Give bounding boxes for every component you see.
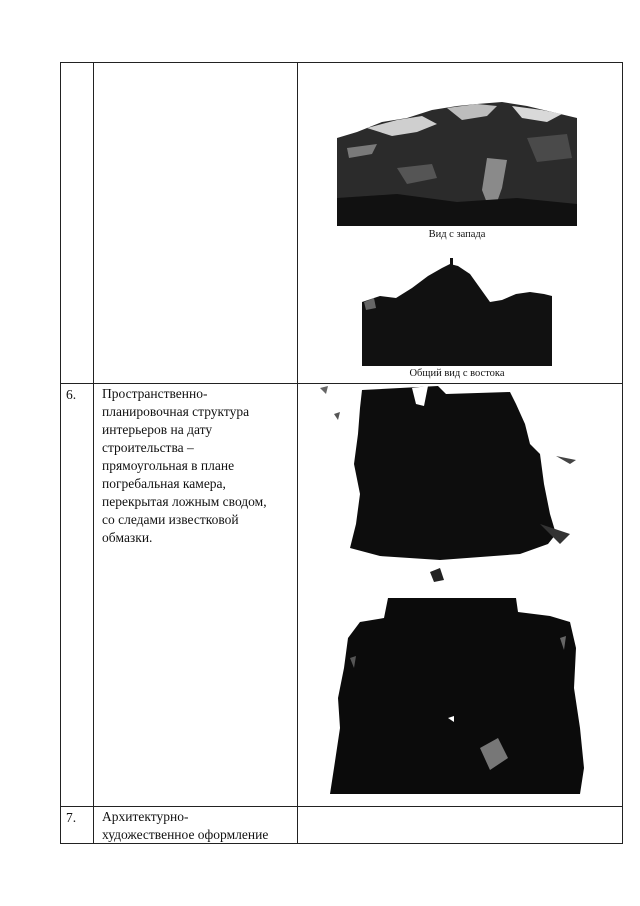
row-divider <box>60 806 623 807</box>
table-top-border <box>60 62 623 63</box>
table-left-border <box>60 62 61 844</box>
row-number: 6. <box>66 387 77 402</box>
photo-caption: Общий вид с востока <box>409 368 505 379</box>
photo-view-from-west <box>337 98 577 226</box>
photo-general-view-from-east <box>362 258 552 366</box>
row-number: 7. <box>66 810 77 825</box>
description-line: интерьеров на дату <box>102 422 213 437</box>
row-description <box>102 808 297 844</box>
description-line: художественное оформление <box>102 827 269 842</box>
description-line: строительства – <box>102 440 194 455</box>
row-description <box>102 385 292 547</box>
description-line: планировочная структура <box>102 404 250 419</box>
description-line: погребальная камера, <box>102 476 226 491</box>
description-line: со следами известковой <box>102 512 239 527</box>
description-line: перекрытая ложным сводом, <box>102 494 267 509</box>
description-line: Архитектурно- <box>102 809 189 824</box>
photo-burial-chamber-interior-1 <box>320 384 596 584</box>
description-line: прямоугольная в плане <box>102 458 235 473</box>
column-divider <box>297 62 298 844</box>
description-line: обмазки. <box>102 530 153 545</box>
photo-caption: Вид с запада <box>428 229 486 240</box>
photo-burial-chamber-interior-2 <box>330 598 592 794</box>
column-divider <box>93 62 94 844</box>
description-line: Пространственно- <box>102 386 208 401</box>
table-right-border <box>622 62 623 844</box>
